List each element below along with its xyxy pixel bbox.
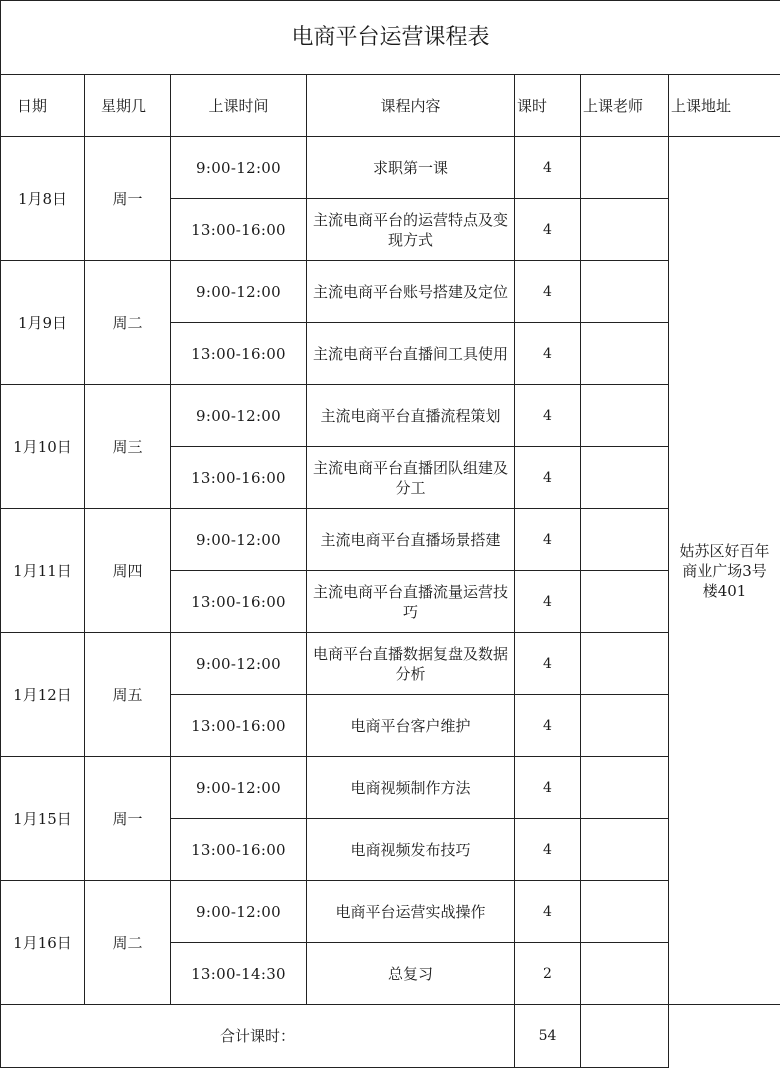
content-cell: 电商平台客户维护 — [307, 695, 515, 757]
header-content: 课程内容 — [307, 75, 515, 137]
hours-cell: 4 — [515, 447, 581, 509]
hours-cell: 4 — [515, 385, 581, 447]
teacher-cell — [581, 385, 669, 447]
weekday-cell: 周三 — [85, 385, 171, 509]
content-cell: 主流电商平台直播场景搭建 — [307, 509, 515, 571]
table-row — [1, 509, 780, 571]
teacher-cell — [581, 695, 669, 757]
weekday-cell: 周五 — [85, 633, 171, 757]
time-cell: 13:00-16:00 — [171, 447, 307, 509]
page-title: 电商平台运营课程表 — [1, 1, 780, 75]
teacher-cell — [581, 943, 669, 1005]
content-cell: 总复习 — [307, 943, 515, 1005]
date-cell: 1月9日 — [1, 261, 85, 385]
time-cell: 9:00-12:00 — [171, 881, 307, 943]
content-cell: 电商视频发布技巧 — [307, 819, 515, 881]
time-cell: 9:00-12:00 — [171, 757, 307, 819]
time-cell: 9:00-12:00 — [171, 509, 307, 571]
content-cell: 电商平台运营实战操作 — [307, 881, 515, 943]
content-cell: 电商平台直播数据复盘及数据分析 — [307, 633, 515, 695]
teacher-cell — [581, 509, 669, 571]
time-cell: 9:00-12:00 — [171, 385, 307, 447]
date-cell: 1月10日 — [1, 385, 85, 509]
content-cell: 主流电商平台直播流程策划 — [307, 385, 515, 447]
date-cell: 1月12日 — [1, 633, 85, 757]
time-cell: 9:00-12:00 — [171, 137, 307, 199]
title-row — [1, 1, 780, 75]
header-teacher: 上课老师 — [581, 75, 669, 137]
hours-cell: 4 — [515, 819, 581, 881]
hours-cell: 4 — [515, 261, 581, 323]
content-cell: 主流电商平台账号搭建及定位 — [307, 261, 515, 323]
time-cell: 13:00-16:00 — [171, 819, 307, 881]
header-weekday: 星期几 — [85, 75, 171, 137]
table-row — [1, 385, 780, 447]
content-cell: 求职第一课 — [307, 137, 515, 199]
total-hours: 54 — [515, 1005, 581, 1068]
hours-cell: 4 — [515, 199, 581, 261]
time-cell: 13:00-16:00 — [171, 695, 307, 757]
hours-cell: 4 — [515, 509, 581, 571]
teacher-cell — [581, 757, 669, 819]
content-cell: 主流电商平台直播团队组建及分工 — [307, 447, 515, 509]
weekday-cell: 周一 — [85, 757, 171, 881]
teacher-cell — [581, 447, 669, 509]
weekday-cell: 周二 — [85, 881, 171, 1005]
total-label: 合计课时： — [1, 1005, 515, 1068]
teacher-cell — [581, 323, 669, 385]
header-row — [1, 75, 780, 137]
table-row — [1, 261, 780, 323]
date-cell: 1月16日 — [1, 881, 85, 1005]
content-cell: 电商视频制作方法 — [307, 757, 515, 819]
total-row — [1, 1005, 780, 1068]
hours-cell: 4 — [515, 633, 581, 695]
date-cell: 1月8日 — [1, 137, 85, 261]
hours-cell: 4 — [515, 757, 581, 819]
teacher-cell — [581, 881, 669, 943]
hours-cell: 4 — [515, 695, 581, 757]
teacher-cell — [581, 261, 669, 323]
header-date: 日期 — [1, 75, 85, 137]
weekday-cell: 周四 — [85, 509, 171, 633]
time-cell: 9:00-12:00 — [171, 633, 307, 695]
hours-cell: 4 — [515, 323, 581, 385]
teacher-cell — [581, 137, 669, 199]
hours-cell: 2 — [515, 943, 581, 1005]
weekday-cell: 周一 — [85, 137, 171, 261]
content-cell: 主流电商平台直播流量运营技巧 — [307, 571, 515, 633]
table-row — [1, 633, 780, 695]
time-cell: 9:00-12:00 — [171, 261, 307, 323]
total-teacher-cell — [581, 1005, 669, 1068]
teacher-cell — [581, 571, 669, 633]
time-cell: 13:00-16:00 — [171, 571, 307, 633]
hours-cell: 4 — [515, 881, 581, 943]
hours-cell: 4 — [515, 571, 581, 633]
table-row — [1, 757, 780, 819]
date-cell: 1月11日 — [1, 509, 85, 633]
time-cell: 13:00-14:30 — [171, 943, 307, 1005]
content-cell: 主流电商平台的运营特点及变现方式 — [307, 199, 515, 261]
table-row — [1, 881, 780, 943]
table-row — [1, 137, 780, 199]
time-cell: 13:00-16:00 — [171, 199, 307, 261]
time-cell: 13:00-16:00 — [171, 323, 307, 385]
content-cell: 主流电商平台直播间工具使用 — [307, 323, 515, 385]
date-cell: 1月15日 — [1, 757, 85, 881]
location-cell: 姑苏区好百年商业广场3号楼401 — [669, 137, 780, 1005]
teacher-cell — [581, 819, 669, 881]
teacher-cell — [581, 633, 669, 695]
header-time: 上课时间 — [171, 75, 307, 137]
teacher-cell — [581, 199, 669, 261]
header-hours: 课时 — [515, 75, 581, 137]
hours-cell: 4 — [515, 137, 581, 199]
header-location: 上课地址 — [669, 75, 780, 137]
weekday-cell: 周二 — [85, 261, 171, 385]
